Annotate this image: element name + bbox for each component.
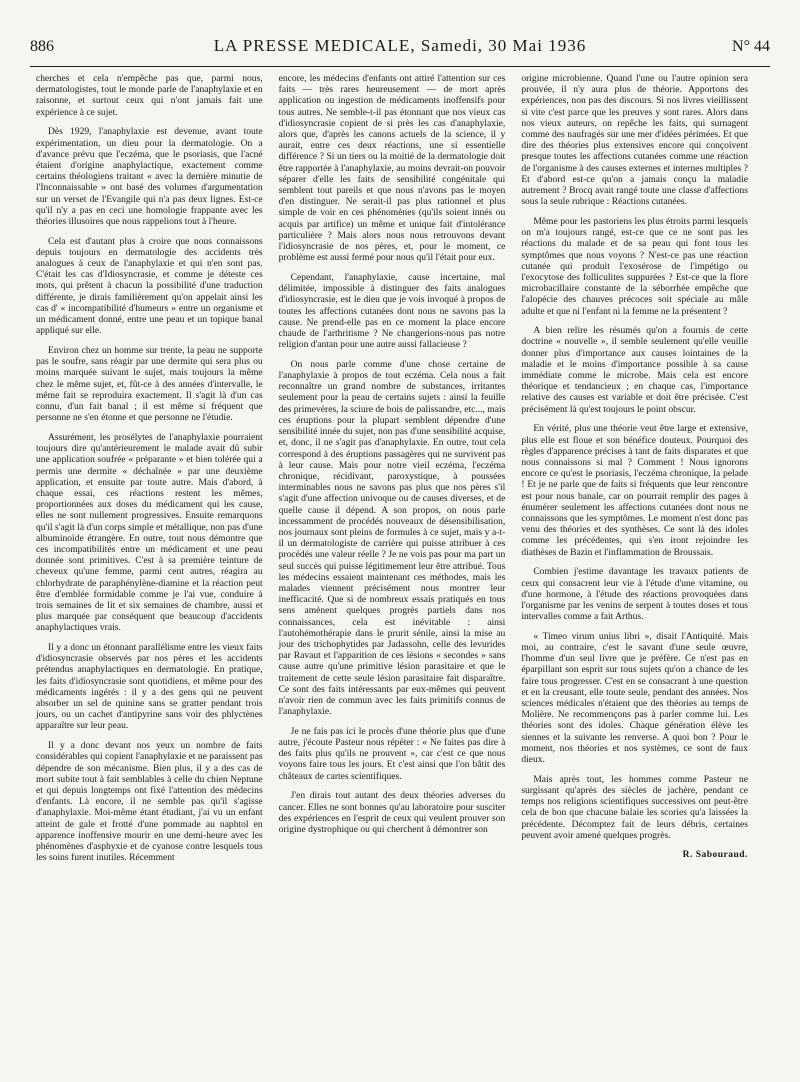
column-1 (30, 73, 269, 1073)
paragraph: Même pour les pastoriens les plus étroits parmi lesquels on m'a toujours rangé, est-ce que ce ne sont pas les réactions du malade et de sa peau qui font tous les symptômes que nous voyons ? N'est-ce pas une réaction cutanée qui produit l'exosérose de l'impétigo ou l'exocytose des folliculites suppurées ? Est-ce que la flore microbacillaire constante de la séborrhée empêche que l'alopécie des chauves précoces soit spéciale au mâle adulte et que ni l'enfant ni la femme ne la présentent ? (521, 215, 748, 317)
paragraph: Dès 1929, l'anaphylaxie est devenue, avant toute expérimentation, un dieu pour la dermatologie. On a d'avance prévu que l'eczéma, que le psoriasis, que l'acné étaient d'origine anaphylactique, exactement comme certains théologiens traitant « avec la dernière minutie de l'Inconnaissable » ont basé des volumes d'argumentation sur un verset de l'Evangile qui n'a pas deux lignes. Est-ce qu'il n'y a pas en ceci une homologie frappante avec les théories illusoires que nous rappelions tout à l'heure. (36, 126, 263, 227)
article-body (30, 73, 770, 1073)
page-number: 886 (30, 38, 54, 55)
paragraph: encore, les médecins d'enfants ont attiré l'attention sur ces faits — très rares heureusement — de mort après application ou ingestion de médicaments inoffensifs pour tous autres. Ne semble-t-il pas étonnant que nos vieux cas d'idiosyncrasie copient de si près les cas d'anaphylaxie, alors que, d'après les canons actuels de la science, il y aurait, entre ces deux réactions, une si essentielle différence ? Si un tiers ou la moitié de la dermatologie doit être rapportée à l'anaphylaxie, au moins devrait-on pouvoir séparer d'elle les faits de sensibilité congénitale qui semblent tout pareils et que nous n'avons pas le moyen d'en distinguer. Ne serait-il pas plus rationnel et plus simple de voir en ces phénomènes (qu'ils soient innés ou acquis par artifice) un même et unique fait d'intolérance particulière ? Mais alors nous nous retrouvons devant l'idiosyncrasie de nos pères, et, pour le moment, ce problème est aussi fermé pour nous qu'il l'était pour eux. (278, 73, 506, 264)
paragraph: J'en dirais tout autant des deux théories adverses du cancer. Elles ne sont bonnes qu'au laboratoire pour susciter des expériences en l'esprit de ceux qui veulent prouver son origine dystrophique ou qui cherchent à démontrer son (278, 790, 506, 835)
paragraph: origine microbienne. Quand l'une ou l'autre opinion sera prouvée, il n'y aura plus de théorie. Apportons des expériences, non pas des discours. Si nos livres vieillissent si vite c'est parce que les preuves y sont rares. Alors dans nos vieux auteurs, on repêche les faits, qui surnagent comme des naufragés sur une mer d'idées périmées. Et que dire des théories plus extensives encore qui conçoivent presque toutes les affections cutanées comme une réaction de l'organisme à des causes externes et internes multiples ? Et d'abord est-ce qu'on a jamais conçu la maladie autrement ? Brocq avait rangé toute une classe d'affections sous la seule rubrique : Réactions cutanées. (521, 73, 748, 208)
paragraph: Il y a donc devant nos yeux un nombre de faits considérables qui copient l'anaphylaxie et ne paraissent pas dépendre de son mécanisme. Bien plus, il y a des cas de mort subite tout à fait semblables à celle du chien Neptune et qui depuis longtemps ont fixé l'attention des médecins d'enfants. Là encore, il ne semble pas qu'il s'agisse d'anaphylaxie. Moi-même étant étudiant, j'ai vu un enfant atteint de gale et frotté d'une pommade au naphtol en apparence inoffensive mourir en une demi-heure avec les phénomènes d'asphyxie et de cyanose contre lesquels tous les soins furent inutiles. Récemment (36, 740, 263, 864)
paragraph: Mais après tout, les hommes comme Pasteur ne surgissant qu'après des siècles de jachère, pendant ce temps nos religions scientifiques successives ont peut-être cela de bon que chacune balaie les scories qu'a laissées la précédente. Décomptez fait de leurs débris, certaines peuvent avoir amené quelques progrès. (521, 773, 748, 841)
paragraph: Cependant, l'anaphylaxie, cause incertaine, mal délimitée, impossible à distinguer des faits analogues d'idiosyncrasie, est le dieu que je vois invoqué à propos de toutes les affections cutanées dont nous ne savons pas la cause. Ne prend-elle pas en ce moment la place encore chaude de l'arthritisme ? Ne changerions-nous pas notre religion d'antan pour une autre aussi fallacieuse ? (278, 271, 506, 351)
paragraph: Assurément, les prosélytes de l'anaphylaxie pourraient toujours dire qu'antérieurement le malade avait dû subir une application soufrée « préparante » et bien tolérée qui a permis une dermite « déchaînée » par une deuxième application, et ensuite par toute autre. Mais d'abord, à chaque essai, ces réactions restent les mêmes, proportionnées aux doses du médicament qui les cause, elles ne sont nullement progressives. Ensuite remarquons qu'il s'agit là d'un corps simple et métallique, non pas d'une albuminoïde étrangère. En outre, tout nous démontre que ces incompatibilités entre un médicament et une peau donnée sont primitives. C'est à sa première teinture de cheveux qu'une femme, parmi cent autres, réagira au chlorhydrate de paraphénylène-diamine et la réaction peut être d'emblée formidable comme je l'ai vue, conduire à trois semaines de lit et six semaines de chambre, aussi et plus marquée par conséquent que beaucoup d'accidents anaphylactiques vrais. (36, 431, 263, 634)
page-header (30, 36, 770, 67)
paragraph: On nous parle comme d'une chose certaine de l'anaphylaxie à propos de tout eczéma. Cela nous a fait reconnaître un grand nombre de substances, irritantes seulement pour la peau de certains sujets : ainsi la feuille des primevères, la sciure de bois de palissandre, etc..., mais ces éruptions pour la plupart semblent dépendre d'une sensibilité innée du sujet, non pas d'une sensibilité acquise, et, donc, il ne s'agit pas d'anaphylaxie. En outre, tout cela correspond à des éruptions passagères qui ne survivent pas à leur cause. Mais pour notre vieil eczéma, l'eczéma chronique, récidivant, paroxystique, à poussées interminables nous ne savons pas plus que nos pères s'il s'agit d'une affection univoque ou de causes diverses, et de quelle cause il dépend. A son propos, on nous parle incessamment de procédés nouveaux de désensibilisation, nos journaux sont pleins de formules à ce sujet, mais y a-t-il un dermatologiste de carrière qui puisse attribuer à ces procédés une valeur réelle ? Je ne vois pas pour ma part un seul succès qui puisse légitimement leur être attribué. Tous les médecins essaient maintenant ces méthodes, mais les malades viennent précisément nous montrer leur inefficacité. Que si de nombreux essais pratiqués en tous sens amènent quelques progrès partiels dans nos connaissances, cela est inévitable : ainsi l'autohémothérapie dans le prurit sénile, ainsi la mise au jour des trichophytides par Jadassohn, celle des levurides par Ravaut et l'apparition de ces lésions « secondes » sans cause autre qu'une primitive lésion parasitaire et que le traitement de cette seule lésion parasitaire fait disparaître. Ce sont des faits intéressants par eux-mêmes qui peuvent n'avoir rien de commun avec les faits primitifs connus de l'anaphylaxie. (278, 358, 506, 718)
publication-title: LA PRESSE MEDICALE, Samedi, 30 Mai 1936 (213, 36, 587, 55)
paragraph: Je ne fais pas ici le procès d'une théorie plus que d'une autre, j'écoute Pasteur nous répéter : « Ne faites pas dire à des faits plus qu'ils ne prouvent », car c'est ce que nous voyons faire tous les jours. Et c'est ainsi que l'on bâtit des châteaux de cartes scientifiques. (278, 725, 506, 782)
issue-number: N° 44 (732, 38, 770, 55)
column-2 (273, 73, 512, 1073)
paragraph: Il y a donc un étonnant parallélisme entre les vieux faits d'idiosyncrasie observés par nos pères et les accidents prétendus anaphylactiques en dermatologie. En pratique, les faits d'idiosyncrasie sont quotidiens, et même pour des médicaments ingérés : il y a des gens qui ne peuvent absorber un sel de quinine sans se gratter pendant trois jours, ou un cachet d'antipyrine sans voir des phlyctènes apparaître sur leur peau. (36, 642, 263, 732)
paragraph: Cela est d'autant plus à croire que nous connaissons depuis toujours en dermatologie des accidents très analogues à ceux de l'anaphylaxie et qui n'en sont pas. C'était les cas d'Idiosyncrasie, et comme je déteste ces mots, qui prêtent à chacun la possibilité d'une traduction différente, je dirais familièrement qu'on appelait ainsi les cas d' « incompatibilité d'humeurs » entre un organisme et un médicament donné, entre une peau et un topique banal appliqué sur elle. (36, 235, 263, 337)
paragraph: Combien j'estime davantage les travaux patients de ceux qui consacrent leur vie à l'étude d'une vitamine, ou d'une hormone, à l'étude des réactions provoquées dans l'organisme par les venins de serpent à toutes doses et tous intervalles comme a fait Arthus. (521, 566, 748, 623)
author-signature: R. Sabouraud. (682, 849, 748, 860)
paragraph: Environ chez un homme sur trente, la peau ne supporte pas le soufre, sans réagir par une dermite qui sera plus ou moins marquée suivant le sujet, mais toujours la même chez le même sujet, et, fût-ce à des années d'intervalle, le même fait se reproduira exactement. Il s'agit là d'un cas connu, d'un fait banal ; il est même si fréquent que personne ne s'en étonne et que personne ne l'étudie. (36, 344, 263, 424)
paragraph: A bien relire les résumés qu'on a fournis de cette doctrine « nouvelle », il semble seulement qu'elle veuille donner plus d'importance aux causes lointaines de la maladie et le moins d'importance possible à sa cause immédiate comme le microbe. Mais cela est encore théorique et tendancieux ; en chaque cas, l'importance relative des causes est variable et doit être précisée. C'est précisément là qu'est toujours le point obscur. (521, 325, 748, 415)
paragraph: « Timeo virum unius libri », disait l'Antiquité. Mais moi, au contraire, c'est le savant d'une seule œuvre, l'homme d'un seul livre que je préfère. Ce n'est pas en éparpillant son esprit sur tous sujets qu'on a chance de les faire tous progresser. C'est en se consacrant à une question et en la creusant, elle toute seule, pendant des années. Nos sciences médicales n'étaient que des théories au temps de Molière. Ne recommençons pas à parler comme lui. Les théories sont des idoles. Chaque génération élève les siennes et la suivante les renverse. A quoi bon ? Pour le moment, nos théories et nos systèmes, ce sont de faux dieux. (521, 630, 748, 766)
paragraph: En vérité, plus une théorie veut être large et extensive, plus elle est floue et son bénéfice douteux. Pourquoi des règles d'apparence précises à tant de faits disparates et que nous connaissons si mal ? Comment ! Nous ignorons encore ce qu'est le psoriasis, l'eczéma chronique, la pelade ! Et je ne parle que de faits si fréquents que leur rencontre est pour nous banale, car on pourrait remplir des pages à énumérer seulement les affections cutanées dont nous ne connaissons que les symptômes. Le moment n'est donc pas venu des théories et des synthèses. Ce sont là des idoles comme les précédentes, qui s'en iront rejoindre les diathèses de Bazin et l'inflammation de Broussais. (521, 423, 748, 558)
column-3 (515, 73, 754, 1073)
paragraph: cherches et cela n'empêche pas que, parmi nous, dermatologistes, tout le monde parle de l'anaphylaxie et en raisonne, et surtout ceux qui n'ont jamais fait une expérience à ce sujet. (36, 73, 263, 118)
